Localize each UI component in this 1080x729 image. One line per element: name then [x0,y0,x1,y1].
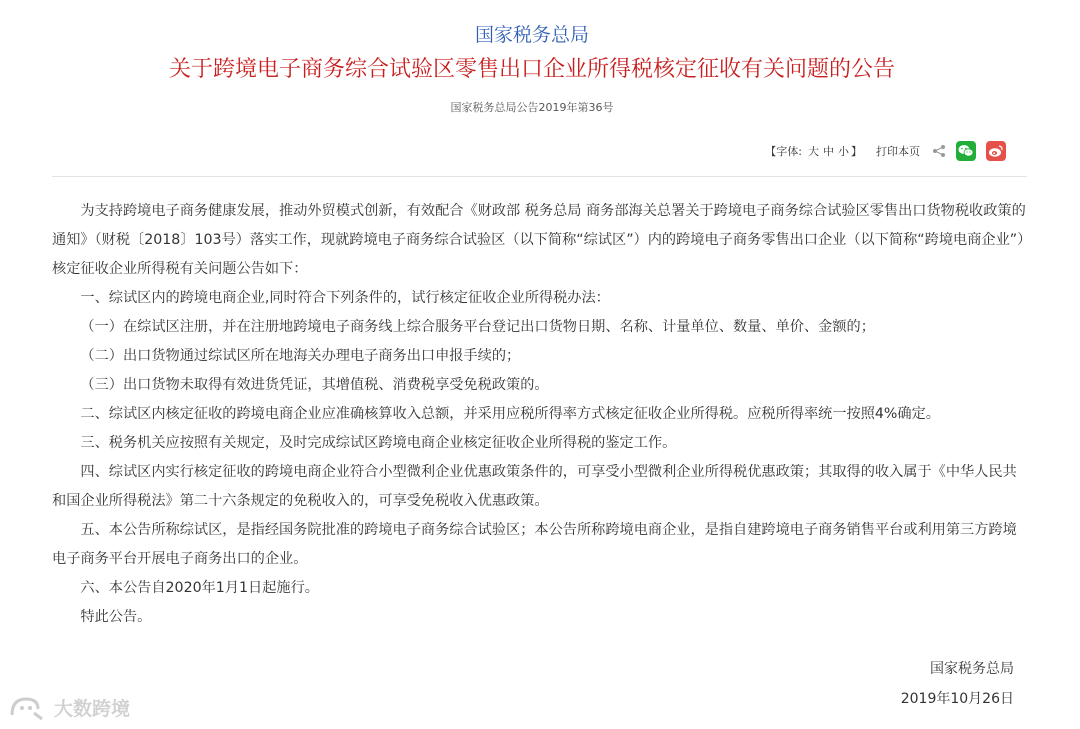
weibo-icon[interactable] [986,141,1006,161]
paragraph: （二）出口货物通过综试区所在地海关办理电子商务出口申报手续的； [80,348,521,364]
watermark-text: 大数跨境 [54,697,131,720]
font-size-label: 【字体: [765,145,802,158]
paragraph: 二、综试区内核定征收的跨境电商企业应准确核算收入总额，并采用应税所得率方式核定征收企业所得税。应税所得率统一按照4%确定。 [80,406,940,422]
paragraph: 三、税务机关应按照有关规定，及时完成综试区跨境电商企业核定征收企业所得税的鉴定工作。 [80,435,677,451]
font-size-small-link[interactable]: 小 [838,145,849,158]
share-icon[interactable] [932,144,946,158]
wechat-icon[interactable] [956,141,976,161]
font-size-label-end: 】 [851,145,862,158]
agency-name: 国家税务总局 [474,24,589,46]
paragraph: 为支持跨境电子商务健康发展，推动外贸模式创新，有效配合《财政部 税务总局 商务部海关总署关于跨境电子商务综合试验区零售出口货物税收政策的通知》（财税〔2018〕103号）落实工作，现就跨境电子商务综合试验区（以下简称“综试区”）内的跨境电子商务零售出口企业（以下简称“跨境电商企业”）核定征收企业所得税有关问题公告如下： [52,203,1026,277]
paragraph: 特此公告。 [80,609,152,625]
signature-agency: 国家税务总局 [930,661,1014,677]
watermark [8,693,130,721]
article-toolbar [765,140,1006,162]
paragraph: 六、本公告自2020年1月1日起施行。 [80,580,319,596]
print-page-link[interactable]: 打印本页 [876,145,920,158]
watermark-logo-icon [8,693,48,721]
paragraph: （一）在综试区注册，并在注册地跨境电子商务线上综合服务平台登记出口货物日期、名称、计量单位、数量、单价、金额的； [80,319,875,335]
page-title: 关于跨境电子商务综合试验区零售出口企业所得税核定征收有关问题的公告 [168,57,895,82]
document-number: 国家税务总局公告2019年第36号 [450,101,614,114]
announcement-body [52,197,1027,632]
paragraph: （三）出口货物未取得有效进货凭证，其增值税、消费税享受免税政策的。 [80,377,549,393]
font-size-large-link[interactable]: 大 [808,145,819,158]
header-divider [52,176,1027,177]
paragraph: 五、本公告所称综试区，是指经国务院批准的跨境电子商务综合试验区；本公告所称跨境电商企业，是指自建跨境电子商务销售平台或利用第三方跨境电子商务平台开展电子商务出口的企业。 [52,522,1017,567]
paragraph: 四、综试区内实行核定征收的跨境电商企业符合小型微利企业优惠政策条件的，可享受小型微利企业所得税优惠政策；其取得的收入属于《中华人民共和国企业所得税法》第二十六条规定的免税收入的，可享受免税收入优惠政策。 [52,464,1017,509]
signature-date: 2019年10月26日 [900,691,1014,707]
font-size-medium-link[interactable]: 中 [823,145,834,158]
paragraph: 一、综试区内的跨境电商企业,同时符合下列条件的，试行核定征收企业所得税办法： [80,290,610,306]
